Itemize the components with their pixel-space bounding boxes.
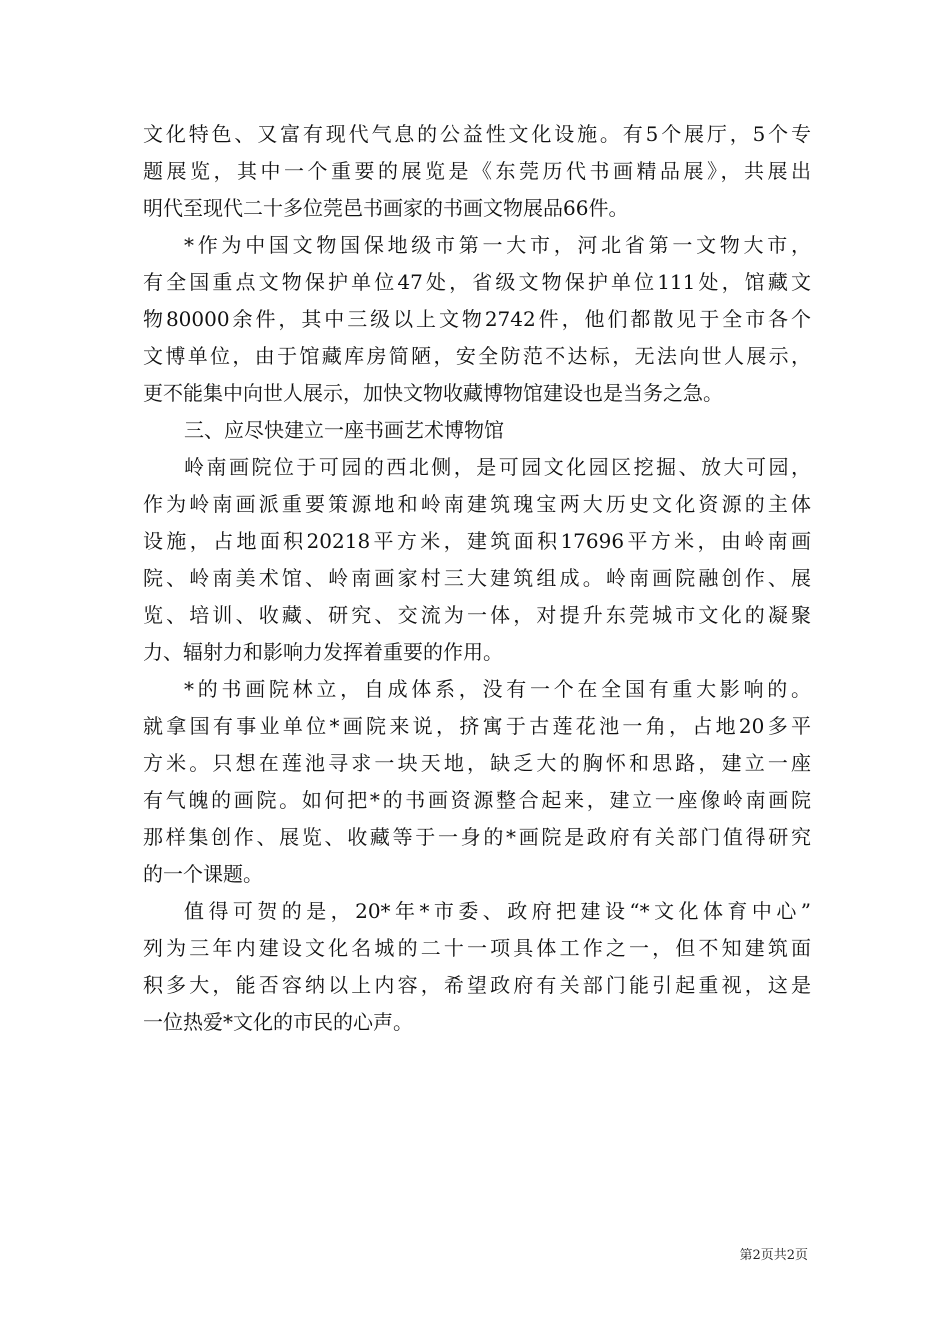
text-line: 积多大，能否容纳以上内容，希望政府有关部门能引起重视，这是 [143,973,811,997]
text-line: 明代至现代二十多位莞邑书画家的书画文物展品66件。 [143,196,629,220]
text-line: *作为中国文物国保地级市第一大市，河北省第一文物大市， [184,233,811,257]
text-line: 岭南画院位于可园的西北侧，是可园文化园区挖掘、放大可园， [184,455,811,479]
text-line: 列为三年内建设文化名城的二十一项具体工作之一，但不知建筑面 [143,936,811,960]
document-body [143,116,811,1041]
text-line: 作为岭南画派重要策源地和岭南建筑瑰宝两大历史文化资源的主体 [143,492,811,516]
text-line: 览、培训、收藏、研究、交流为一体，对提升东莞城市文化的凝聚 [143,603,811,627]
text-line: 值得可贺的是，20*年*市委、政府把建设“*文化体育中心” [184,899,811,923]
text-line: 的一个课题。 [143,862,263,886]
text-line: 有气魄的画院。如何把*的书画资源整合起来，建立一座像岭南画院 [143,788,811,812]
text-line: 力、辐射力和影响力发挥着重要的作用。 [143,640,503,664]
text-line: 院、岭南美术馆、岭南画家村三大建筑组成。岭南画院融创作、展 [143,566,811,590]
text-line: 题展览，其中一个重要的展览是《东莞历代书画精品展》，共展出 [143,159,811,183]
text-line: 物80000余件，其中三级以上文物2742件，他们都散见于全市各个 [143,307,811,331]
text-line: 文博单位，由于馆藏库房简陋，安全防范不达标，无法向世人展示， [143,344,811,368]
text-line: 方米。只想在莲池寻求一块天地，缺乏大的胸怀和思路，建立一座 [143,751,811,775]
text-line: 那样集创作、展览、收藏等于一身的*画院是政府有关部门值得研究 [143,825,811,849]
text-line: 有全国重点文物保护单位47处，省级文物保护单位111处，馆藏文 [143,270,811,294]
text-line: 更不能集中向世人展示，加快文物收藏博物馆建设也是当务之急。 [143,381,723,405]
text-line: 就拿国有事业单位*画院来说，挤寓于古莲花池一角，占地20多平 [143,714,811,738]
page-number: 第2页共2页 [739,1248,808,1263]
text-line: 文化特色、又富有现代气息的公益性文化设施。有5个展厅，5个专 [143,122,811,146]
text-line: 一位热爱*文化的市民的心声。 [143,1010,413,1034]
text-line: 设施，占地面积20218平方米，建筑面积17696平方米，由岭南画 [143,529,811,553]
text-line: *的书画院林立，自成体系，没有一个在全国有重大影响的。 [184,677,811,701]
text-line: 三、应尽快建立一座书画艺术博物馆 [184,418,504,442]
